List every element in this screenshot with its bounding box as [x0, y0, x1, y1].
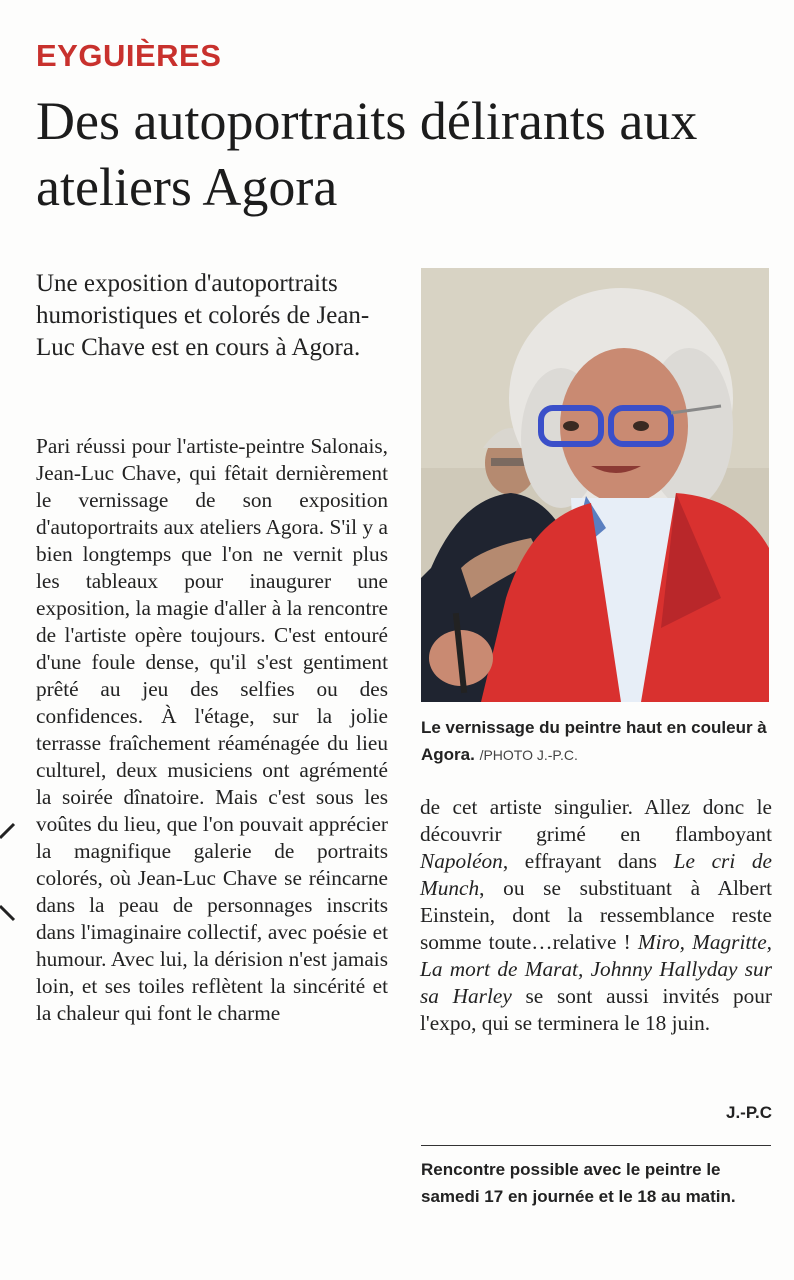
article-body-column-2: [420, 794, 772, 1037]
photo-credit: /PHOTO J.-P.C.: [479, 747, 578, 763]
author-signature: J.-P.C: [726, 1103, 772, 1122]
artwork-title: Napoléon: [420, 849, 503, 873]
artwork-titles: Miro, Magritte, La mort de Marat, Johnny Hallyday sur sa Harley: [420, 930, 772, 1008]
body-text-segment: se sont aussi invités pour l'expo, qui se terminera le 18 juin.: [420, 984, 773, 1035]
article-photo: [421, 268, 769, 702]
divider: [421, 1145, 771, 1146]
body-text-segment: , ou se substituant à Albert Einstein, dont la ressemblance reste somme toute…relative !: [420, 876, 772, 954]
photo-caption: [421, 714, 771, 769]
body-text-segment: , effrayant dans: [502, 849, 657, 873]
section-kicker: EYGUIÈRES: [36, 38, 222, 73]
body-text-segment: de cet artiste singulier. Allez donc le découvrir grimé en flamboyant: [420, 795, 772, 846]
article-lead: Une exposition d'autoportraits humoristiques et colorés de Jean-Luc Chave est en cours à Agora.: [36, 270, 370, 361]
article-title: Des autoportraits délirants aux ateliers Agora: [36, 91, 698, 217]
portrait-illustration: [421, 268, 769, 702]
artwork-title: Le cri de Munch: [420, 849, 772, 900]
article-body-column-1: Pari réussi pour l'artiste-peintre Salonais, Jean-Luc Chave, qui fêtait dernièrement le vernissage de son exposition d'autoportraits aux ateliers Agora. S'il y a bien longtemps que l'on ne vernit plus les tableaux pour inaugurer une exposition, la magie d'aller à la rencontre de l'artiste opère toujours. C'est entouré d'une foule dense, qu'il s'est gentiment prêté au jeu des selfies ou des confidences. À l'étage, sur la jolie terrasse fraîchement réaménagée du lieu culturel, deux musiciens ont agrémenté la soirée dînatoire. Mais c'est sous les voûtes du lieu, que l'on pouvait apprécier la magnifique galerie de portraits colorés, où Jean-Luc Chave se réincarne dans la peau de personnages inscrits dans l'imaginaire collectif, avec poésie et humour. Avec lui, la dérision n'est jamais loin, et ses toiles reflètent la sincérité et la chaleur qui font le charme: [36, 434, 388, 1025]
info-note: Rencontre possible avec le peintre le samedi 17 en journée et le 18 au matin.: [421, 1160, 736, 1206]
page-edge-bracket-icon: [0, 818, 20, 928]
caption-text: Le vernissage du peintre haut en couleur à Agora.: [421, 718, 767, 764]
